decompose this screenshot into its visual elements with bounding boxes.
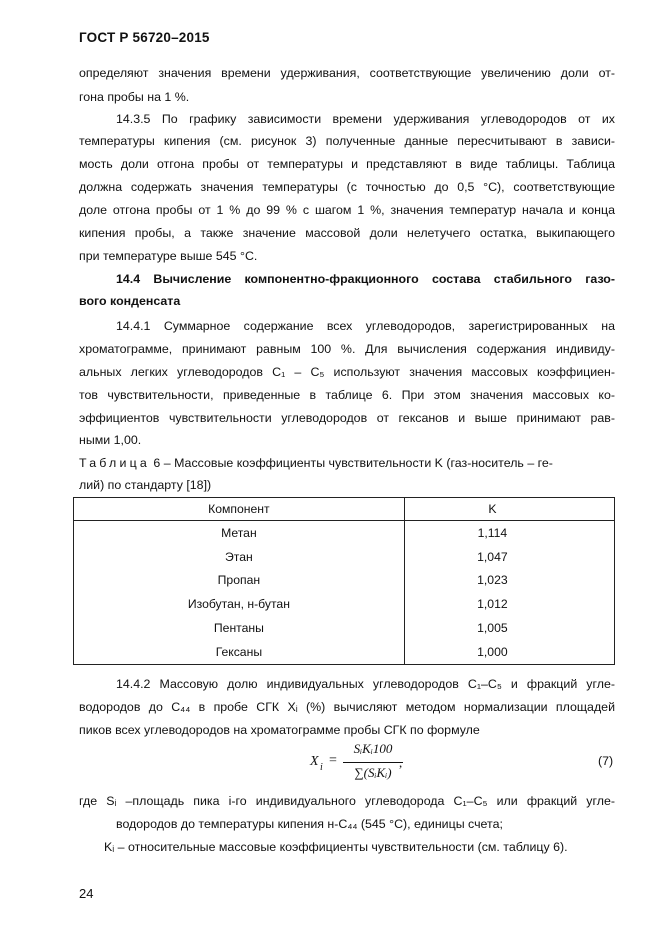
text-line: водородов до температуры кипения н-С₄₄ (545 °С), единицы счета; bbox=[116, 817, 503, 831]
table-row bbox=[74, 545, 615, 569]
formula-numerator: SᵢKᵢ100 bbox=[353, 741, 393, 756]
text-line: 14.4.1 Суммарное содержание всех углеводородов, зарегистрированных на bbox=[116, 319, 615, 333]
text-line: эффициентов чувствительности углеводородов от гексанов и выше принимают рав- bbox=[79, 411, 615, 425]
cell-component: Пропан bbox=[74, 569, 405, 593]
table-row bbox=[74, 569, 615, 593]
text-line: мость доли отгона пробы от температуры и представляют в виде таблицы. Таблица bbox=[79, 157, 615, 171]
text-line: где Sᵢ –площадь пика i-го индивидуального углеводорода С₁–С₅ или фракций угле- bbox=[79, 794, 615, 808]
text-line: пиков всех углеводородов на хроматограмме пробы СГК по формуле bbox=[79, 723, 480, 737]
text-line: 14.3.5 По графику зависимости времени удерживания углеводородов от их bbox=[116, 112, 615, 126]
table-caption-label: Таблица bbox=[79, 456, 150, 470]
text-line: хроматограмме, принимают равным 100 %. Для вычисления содержания индивиду- bbox=[79, 342, 615, 356]
table-caption: лий) по стандарту [18]) bbox=[79, 478, 212, 492]
formula-lhs: X bbox=[310, 754, 319, 769]
formula bbox=[310, 741, 450, 787]
text-line: 14.4.2 Массовую долю индивидуальных углеводородов С₁–С₅ и фракций угле- bbox=[116, 677, 615, 691]
formula-lhs-sub: i bbox=[320, 762, 323, 773]
text-line: определяют значения времени удерживания, соответствующие увеличению доли от- bbox=[79, 66, 615, 80]
text-line: кипения пробы, а также значение массовой доли нелетучего остатка, выкипающего bbox=[79, 226, 615, 240]
text-line: водородов до С₄₄ в пробе СГК Xᵢ (%) вычисляют методом нормализации площадей bbox=[79, 700, 615, 714]
table-row bbox=[74, 521, 615, 545]
cell-component: Этан bbox=[74, 545, 405, 569]
cell-k: 1,047 bbox=[404, 545, 614, 569]
cell-k: 1,114 bbox=[404, 521, 614, 545]
equation-number: (7) bbox=[598, 754, 614, 768]
document-header: ГОСТ Р 56720–2015 bbox=[79, 30, 210, 45]
section-heading: 14.4 Вычисление компонентно-фракционного состава стабильного газо- bbox=[116, 272, 615, 286]
cell-component: Пентаны bbox=[74, 616, 405, 640]
text-line: ными 1,00. bbox=[79, 433, 142, 447]
table-caption-text: 6 – Массовые коэффициенты чувствительности K (газ-носитель – ге- bbox=[149, 456, 553, 470]
column-header-k: K bbox=[404, 498, 614, 521]
text-line: гона пробы на 1 %. bbox=[79, 90, 190, 104]
text-line: должна содержать значения температуры (с точностью до 0,5 °С), соответствующие bbox=[79, 180, 615, 194]
text-line: доле отгона пробы от 1 % до 99 % с шагом 1 %, значения температур начала и конца bbox=[79, 203, 615, 217]
table-row bbox=[74, 592, 615, 616]
cell-k: 1,012 bbox=[404, 592, 614, 616]
section-heading: вого конденсата bbox=[79, 294, 181, 308]
cell-component: Гексаны bbox=[74, 640, 405, 664]
table-row bbox=[74, 616, 615, 640]
table-row bbox=[74, 640, 615, 664]
table-caption bbox=[79, 455, 615, 471]
text-line: при температуре выше 545 °С. bbox=[79, 249, 258, 263]
text-line: температуры кипения (см. рисунок 3) полученные данные пересчитывают в зависи- bbox=[79, 134, 615, 148]
cell-k: 1,023 bbox=[404, 569, 614, 593]
cell-k: 1,005 bbox=[404, 616, 614, 640]
page-number: 24 bbox=[79, 886, 94, 901]
text-line: Kᵢ – относительные массовые коэффициенты чувствительности (см. таблицу 6). bbox=[104, 840, 568, 854]
coefficients-table bbox=[73, 497, 615, 665]
column-header-component: Компонент bbox=[74, 498, 405, 521]
formula-comma: , bbox=[399, 755, 403, 770]
table-header-row bbox=[74, 498, 615, 521]
formula-denominator: ∑(SᵢKᵢ) bbox=[354, 765, 392, 780]
text-line: тов чувствительности, приведенные в таблице 6. При этом значения массовых ко- bbox=[79, 388, 615, 402]
text-line: альных легких углеводородов С₁ – С₅ используют значения массовых коэффициен- bbox=[79, 365, 615, 379]
formula-equals: = bbox=[329, 753, 337, 768]
cell-k: 1,000 bbox=[404, 640, 614, 664]
cell-component: Метан bbox=[74, 521, 405, 545]
cell-component: Изобутан, н-бутан bbox=[74, 592, 405, 616]
fraction-bar bbox=[343, 762, 403, 763]
